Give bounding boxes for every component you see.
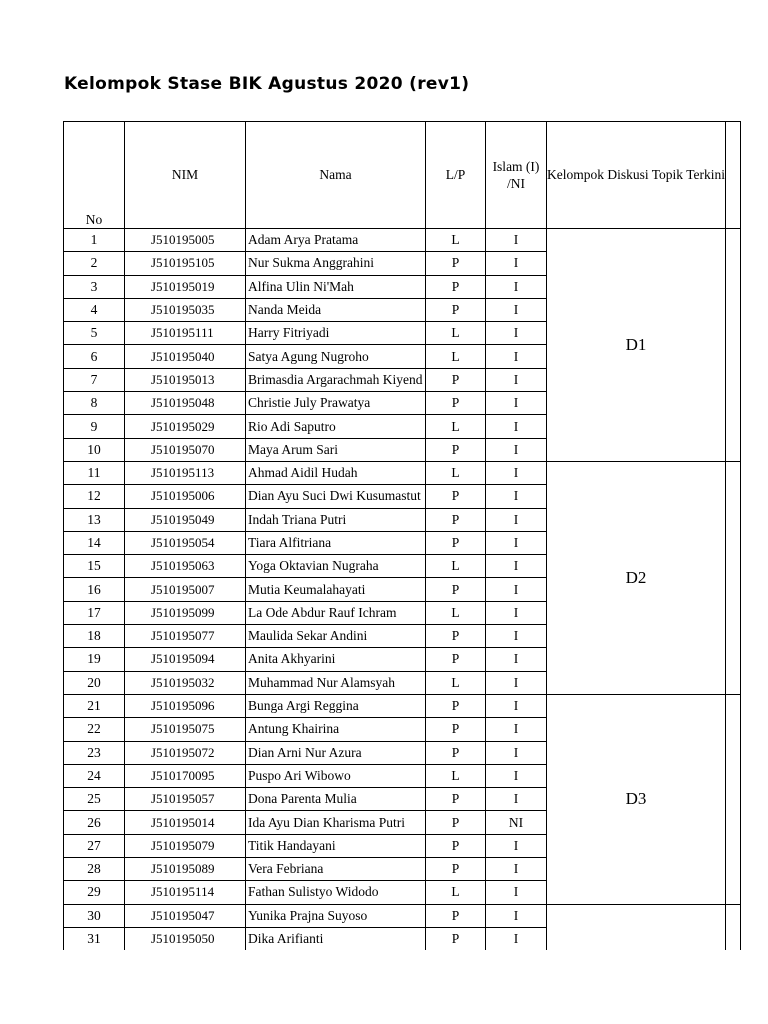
row-lp: L	[426, 881, 486, 904]
row-no: 12	[64, 485, 125, 508]
row-no: 18	[64, 625, 125, 648]
row-lp: P	[426, 275, 486, 298]
row-nama: Yoga Oktavian Nugraha	[246, 555, 426, 578]
row-nim: J510170095	[125, 764, 246, 787]
row-islam: I	[486, 415, 547, 438]
row-nim: J510195113	[125, 461, 246, 484]
row-nama: Maulida Sekar Andini	[246, 625, 426, 648]
row-islam: I	[486, 881, 547, 904]
row-islam: I	[486, 788, 547, 811]
row-lp: L	[426, 415, 486, 438]
student-roster-table	[63, 121, 741, 951]
row-no: 17	[64, 601, 125, 624]
row-islam: I	[486, 694, 547, 717]
row-islam: I	[486, 392, 547, 415]
row-nim: J510195005	[125, 229, 246, 252]
row-lp: L	[426, 345, 486, 368]
row-nama: Adam Arya Pratama	[246, 229, 426, 252]
row-nim: J510195029	[125, 415, 246, 438]
row-nim: J510195057	[125, 788, 246, 811]
row-nim: J510195014	[125, 811, 246, 834]
header-nama: Nama	[246, 122, 426, 229]
row-nim: J510195048	[125, 392, 246, 415]
header-islam: Islam (I) /NI	[486, 122, 547, 229]
row-islam: I	[486, 718, 547, 741]
row-islam: I	[486, 858, 547, 881]
row-nama: Satya Agung Nugroho	[246, 345, 426, 368]
row-no: 5	[64, 322, 125, 345]
row-no: 14	[64, 531, 125, 554]
row-islam: I	[486, 508, 547, 531]
row-nim: J510195040	[125, 345, 246, 368]
row-no: 15	[64, 555, 125, 578]
row-islam: I	[486, 252, 547, 275]
row-islam: I	[486, 671, 547, 694]
row-nim: J510195094	[125, 648, 246, 671]
row-lp: P	[426, 788, 486, 811]
group-extra-cell	[726, 461, 741, 694]
row-lp: P	[426, 252, 486, 275]
row-nim: J510195099	[125, 601, 246, 624]
row-islam: I	[486, 229, 547, 252]
row-no: 27	[64, 834, 125, 857]
row-islam: I	[486, 764, 547, 787]
row-no: 16	[64, 578, 125, 601]
row-nama: Indah Triana Putri	[246, 508, 426, 531]
row-no: 20	[64, 671, 125, 694]
group-label	[547, 904, 726, 951]
row-no: 11	[64, 461, 125, 484]
row-nim: J510195049	[125, 508, 246, 531]
row-lp: P	[426, 741, 486, 764]
row-lp: P	[426, 648, 486, 671]
row-nim: J510195105	[125, 252, 246, 275]
row-islam: I	[486, 322, 547, 345]
group-label: D2	[547, 461, 726, 694]
row-no: 25	[64, 788, 125, 811]
row-islam: I	[486, 345, 547, 368]
header-kelompok: Kelompok Diskusi Topik Terkini	[547, 122, 726, 229]
row-no: 9	[64, 415, 125, 438]
row-lp: P	[426, 578, 486, 601]
row-islam: I	[486, 555, 547, 578]
row-nama: Anita Akhyarini	[246, 648, 426, 671]
row-lp: P	[426, 904, 486, 927]
row-nim: J510195114	[125, 881, 246, 904]
row-no: 10	[64, 438, 125, 461]
row-islam: I	[486, 368, 547, 391]
row-lp: P	[426, 368, 486, 391]
row-nama: Brimasdia Argarachmah Kiyend	[246, 368, 426, 391]
row-islam: I	[486, 531, 547, 554]
row-nama: Dona Parenta Mulia	[246, 788, 426, 811]
row-nim: J510195063	[125, 555, 246, 578]
row-nama: Antung Khairina	[246, 718, 426, 741]
row-no: 26	[64, 811, 125, 834]
row-nama: Harry Fitriyadi	[246, 322, 426, 345]
row-nama: Bunga Argi Reggina	[246, 694, 426, 717]
group-extra-cell	[726, 229, 741, 462]
row-lp: L	[426, 322, 486, 345]
row-lp: L	[426, 764, 486, 787]
row-lp: P	[426, 718, 486, 741]
row-nama: Ahmad Aidil Hudah	[246, 461, 426, 484]
row-no: 2	[64, 252, 125, 275]
row-nim: J510195077	[125, 625, 246, 648]
header-no: No	[64, 122, 125, 229]
row-lp: P	[426, 392, 486, 415]
row-nim: J510195006	[125, 485, 246, 508]
group-label: D1	[547, 229, 726, 462]
row-nim: J510195070	[125, 438, 246, 461]
row-nim: J510195035	[125, 298, 246, 321]
row-no: 30	[64, 904, 125, 927]
row-islam: I	[486, 438, 547, 461]
row-no: 7	[64, 368, 125, 391]
row-islam: I	[486, 648, 547, 671]
row-lp: P	[426, 694, 486, 717]
row-islam: I	[486, 275, 547, 298]
row-nim: J510195075	[125, 718, 246, 741]
row-no: 3	[64, 275, 125, 298]
row-nama: Puspo Ari Wibowo	[246, 764, 426, 787]
row-nama: Dian Arni Nur Azura	[246, 741, 426, 764]
header-extra-column	[726, 122, 741, 229]
page-cutoff	[0, 950, 768, 1024]
row-no: 6	[64, 345, 125, 368]
table-row	[64, 229, 741, 252]
row-islam: I	[486, 578, 547, 601]
row-no: 4	[64, 298, 125, 321]
header-lp: L/P	[426, 122, 486, 229]
row-nama: Nur Sukma Anggrahini	[246, 252, 426, 275]
row-nim: J510195096	[125, 694, 246, 717]
row-nama: Dika Arifianti	[246, 927, 426, 950]
roster-body	[64, 229, 741, 951]
row-nim: J510195007	[125, 578, 246, 601]
row-nama: Fathan Sulistyo Widodo	[246, 881, 426, 904]
row-nama: Muhammad Nur Alamsyah	[246, 671, 426, 694]
row-islam: I	[486, 904, 547, 927]
row-islam: I	[486, 741, 547, 764]
row-lp: L	[426, 671, 486, 694]
row-lp: L	[426, 601, 486, 624]
row-nama: Tiara Alfitriana	[246, 531, 426, 554]
row-nama: La Ode Abdur Rauf Ichram	[246, 601, 426, 624]
row-nim: J510195047	[125, 904, 246, 927]
row-nim: J510195032	[125, 671, 246, 694]
row-no: 28	[64, 858, 125, 881]
row-lp: L	[426, 229, 486, 252]
row-islam: I	[486, 625, 547, 648]
row-nama: Dian Ayu Suci Dwi Kusumastut	[246, 485, 426, 508]
row-lp: P	[426, 927, 486, 950]
row-no: 19	[64, 648, 125, 671]
row-islam: I	[486, 834, 547, 857]
row-nim: J510195019	[125, 275, 246, 298]
row-lp: L	[426, 555, 486, 578]
row-nim: J510195079	[125, 834, 246, 857]
row-nama: Rio Adi Saputro	[246, 415, 426, 438]
row-islam: I	[486, 485, 547, 508]
group-extra-cell	[726, 904, 741, 951]
row-lp: P	[426, 531, 486, 554]
row-nim: J510195111	[125, 322, 246, 345]
row-lp: P	[426, 485, 486, 508]
row-islam: I	[486, 601, 547, 624]
row-no: 29	[64, 881, 125, 904]
row-nama: Vera Febriana	[246, 858, 426, 881]
row-nama: Ida Ayu Dian Kharisma Putri	[246, 811, 426, 834]
row-nama: Mutia Keumalahayati	[246, 578, 426, 601]
row-nim: J510195013	[125, 368, 246, 391]
document-title: Kelompok Stase BIK Agustus 2020 (rev1)	[64, 74, 470, 94]
row-lp: P	[426, 508, 486, 531]
row-no: 31	[64, 927, 125, 950]
row-no: 22	[64, 718, 125, 741]
row-islam: NI	[486, 811, 547, 834]
row-no: 13	[64, 508, 125, 531]
table-row	[64, 904, 741, 927]
row-no: 1	[64, 229, 125, 252]
row-nama: Christie July Prawatya	[246, 392, 426, 415]
table-row	[64, 461, 741, 484]
row-no: 8	[64, 392, 125, 415]
row-lp: P	[426, 298, 486, 321]
row-no: 21	[64, 694, 125, 717]
row-nim: J510195072	[125, 741, 246, 764]
row-islam: I	[486, 927, 547, 950]
group-label: D3	[547, 694, 726, 904]
header-row	[64, 122, 741, 229]
row-nama: Nanda Meida	[246, 298, 426, 321]
row-no: 24	[64, 764, 125, 787]
row-lp: P	[426, 438, 486, 461]
row-nim: J510195054	[125, 531, 246, 554]
row-nim: J510195089	[125, 858, 246, 881]
row-nama: Titik Handayani	[246, 834, 426, 857]
row-lp: P	[426, 811, 486, 834]
row-lp: P	[426, 625, 486, 648]
row-nama: Alfina Ulin Ni'Mah	[246, 275, 426, 298]
header-nim: NIM	[125, 122, 246, 229]
table-row	[64, 694, 741, 717]
row-nama: Maya Arum Sari	[246, 438, 426, 461]
row-nama: Yunika Prajna Suyoso	[246, 904, 426, 927]
row-islam: I	[486, 461, 547, 484]
row-islam: I	[486, 298, 547, 321]
group-extra-cell	[726, 694, 741, 904]
row-lp: P	[426, 834, 486, 857]
row-lp: P	[426, 858, 486, 881]
row-nim: J510195050	[125, 927, 246, 950]
row-no: 23	[64, 741, 125, 764]
row-lp: L	[426, 461, 486, 484]
